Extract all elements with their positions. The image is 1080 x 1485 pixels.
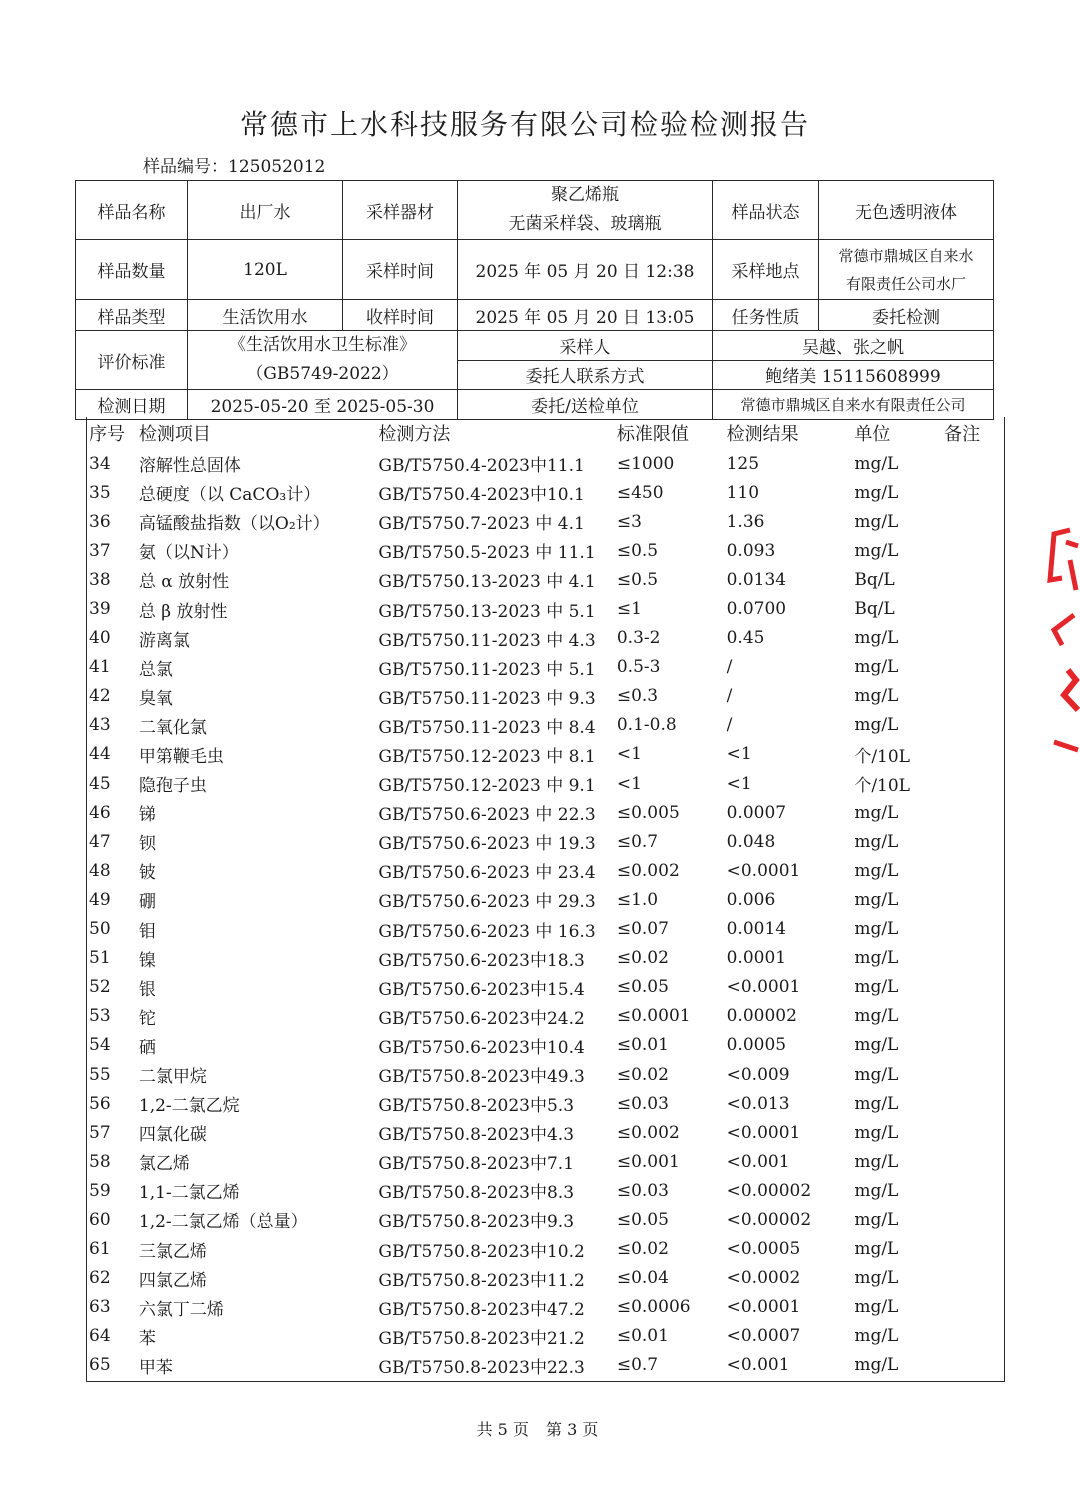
current-page: 第 3 页 xyxy=(546,1420,599,1439)
cell-item: 银 xyxy=(138,979,156,1000)
cell-result: 1.36 xyxy=(726,511,765,532)
table-row xyxy=(87,536,1004,565)
header-method: 检测方法 xyxy=(378,424,451,445)
cell-method: GB/T5750.11-2023 中 8.4 xyxy=(378,717,596,738)
cell-item: 钼 xyxy=(138,921,156,942)
cell-method: GB/T5750.6-2023 中 22.3 xyxy=(378,805,596,826)
cell-result: <1 xyxy=(726,773,752,794)
cell-limit: ≤0.02 xyxy=(616,1064,669,1085)
cell-unit: mg/L xyxy=(854,1268,899,1289)
table-row xyxy=(87,565,1004,594)
cell-item: 苯 xyxy=(138,1328,156,1349)
equipment-line-2: 无菌采样袋、玻璃瓶 xyxy=(508,214,662,234)
cell-unit: mg/L xyxy=(854,860,899,881)
cell-item: 四氯化碳 xyxy=(138,1125,207,1146)
cell-no: 42 xyxy=(89,686,111,707)
cell-no: 57 xyxy=(89,1122,111,1143)
cell-unit: mg/L xyxy=(854,482,899,503)
results-table xyxy=(86,417,1005,1382)
table-row xyxy=(87,1176,1004,1205)
cell-limit: ≤0.001 xyxy=(616,1151,680,1172)
site-label: 采样地点 xyxy=(713,240,819,300)
cell-no: 55 xyxy=(89,1064,111,1085)
cell-limit: ≤0.002 xyxy=(616,1122,680,1143)
page-footer xyxy=(0,1417,1075,1440)
table-row xyxy=(87,1351,1004,1380)
cell-unit: mg/L xyxy=(854,1006,899,1027)
table-row xyxy=(87,711,1004,740)
cell-item: 钡 xyxy=(138,834,156,855)
cell-method: GB/T5750.8-2023中49.3 xyxy=(378,1067,585,1088)
sample-name-label: 样品名称 xyxy=(76,181,188,240)
header-note: 备注 xyxy=(944,424,981,445)
table-row xyxy=(87,507,1004,536)
red-stamp-fragment xyxy=(1040,520,1080,760)
cell-no: 38 xyxy=(89,569,111,590)
sampler-label: 采样人 xyxy=(458,331,713,361)
cell-no: 45 xyxy=(89,773,111,794)
cell-limit: <1 xyxy=(616,744,642,765)
contact-label: 委托人联系方式 xyxy=(458,360,713,390)
cell-no: 56 xyxy=(89,1093,111,1114)
cell-limit: ≤0.02 xyxy=(616,1239,669,1260)
cell-item: 游离氯 xyxy=(138,630,190,651)
state-value: 无色透明液体 xyxy=(819,181,994,240)
table-row xyxy=(87,594,1004,623)
date-value: 2025-05-20 至 2025-05-30 xyxy=(188,390,458,420)
cell-unit: mg/L xyxy=(854,919,899,940)
cell-result: 0.0134 xyxy=(726,569,787,590)
total-pages: 共 5 页 xyxy=(476,1420,529,1439)
standard-label: 评价标准 xyxy=(76,331,188,390)
cell-limit: 0.1-0.8 xyxy=(616,715,677,736)
header-no: 序号 xyxy=(89,424,125,445)
table-row xyxy=(87,624,1004,653)
cell-no: 34 xyxy=(89,453,111,474)
cell-method: GB/T5750.6-2023中15.4 xyxy=(378,979,585,1000)
cell-method: GB/T5750.8-2023中22.3 xyxy=(378,1357,585,1378)
cell-no: 50 xyxy=(89,919,111,940)
cell-unit: mg/L xyxy=(854,511,899,532)
equipment-line-1: 聚乙烯瓶 xyxy=(551,185,619,205)
cell-limit: ≤0.7 xyxy=(616,831,659,852)
cell-result: <0.00002 xyxy=(726,1180,812,1201)
cell-unit: mg/L xyxy=(854,1093,899,1114)
cell-no: 49 xyxy=(89,889,111,910)
table-row xyxy=(87,740,1004,769)
cell-item: 铊 xyxy=(138,1008,156,1029)
header-unit: 单位 xyxy=(854,424,891,445)
cell-limit: ≤0.0006 xyxy=(616,1297,691,1318)
cell-no: 62 xyxy=(89,1268,111,1289)
cell-method: GB/T5750.6-2023 中 19.3 xyxy=(378,834,596,855)
cell-item: 臭氧 xyxy=(138,688,173,709)
cell-method: GB/T5750.7-2023 中 4.1 xyxy=(378,514,585,535)
receive-time-label: 收样时间 xyxy=(343,300,458,331)
cell-item: 1,1-二氯乙烯 xyxy=(138,1183,240,1204)
sampling-time-value: 2025 年 05 月 20 日 12:38 xyxy=(458,240,713,300)
cell-result: <1 xyxy=(726,744,752,765)
cell-item: 溶解性总固体 xyxy=(138,456,241,477)
cell-method: GB/T5750.11-2023 中 9.3 xyxy=(378,688,596,709)
table-row xyxy=(87,856,1004,885)
cell-result: 0.0700 xyxy=(726,599,787,620)
cell-method: GB/T5750.13-2023 中 5.1 xyxy=(378,601,596,622)
table-row xyxy=(87,1060,1004,1089)
cell-unit: mg/L xyxy=(854,628,899,649)
header-limit: 标准限值 xyxy=(616,424,689,445)
sample-number: 样品编号：125052012 xyxy=(143,157,326,177)
type-value: 生活饮用水 xyxy=(188,300,343,331)
cell-method: GB/T5750.8-2023中10.2 xyxy=(378,1241,585,1262)
cell-item: 锑 xyxy=(138,805,156,826)
cell-limit: ≤450 xyxy=(616,482,664,503)
cell-unit: Bq/L xyxy=(854,599,895,620)
cell-method: GB/T5750.8-2023中7.1 xyxy=(378,1154,575,1175)
cell-item: 总氯 xyxy=(138,659,173,680)
cell-no: 43 xyxy=(89,715,111,736)
cell-result: <0.0001 xyxy=(726,977,801,998)
cell-method: GB/T5750.6-2023中24.2 xyxy=(378,1008,585,1029)
cell-result: 125 xyxy=(726,453,760,474)
cell-method: GB/T5750.8-2023中9.3 xyxy=(378,1212,575,1233)
cell-no: 39 xyxy=(89,599,111,620)
table-row xyxy=(87,1031,1004,1060)
cell-method: GB/T5750.12-2023 中 8.1 xyxy=(378,746,596,767)
cell-unit: mg/L xyxy=(854,1180,899,1201)
cell-method: GB/T5750.6-2023中10.4 xyxy=(378,1037,585,1058)
cell-result: <0.0001 xyxy=(726,1122,801,1143)
cell-item: 氯乙烯 xyxy=(138,1154,190,1175)
cell-method: GB/T5750.4-2023中10.1 xyxy=(378,485,585,506)
cell-result: 0.0007 xyxy=(726,802,787,823)
site-line-1: 常德市鼎城区自来水 xyxy=(838,246,974,265)
cell-unit: mg/L xyxy=(854,977,899,998)
cell-limit: ≤0.01 xyxy=(616,1035,669,1056)
cell-no: 60 xyxy=(89,1209,111,1230)
table-row xyxy=(87,1322,1004,1351)
cell-limit: ≤1000 xyxy=(616,453,675,474)
cell-method: GB/T5750.11-2023 中 5.1 xyxy=(378,659,596,680)
cell-limit: <1 xyxy=(616,773,642,794)
results-body xyxy=(87,449,1004,1380)
equipment-label: 采样器材 xyxy=(343,181,458,240)
cell-unit: mg/L xyxy=(854,540,899,561)
standard-line-2: （GB5749-2022） xyxy=(246,364,399,384)
cell-result: <0.009 xyxy=(726,1064,790,1085)
cell-method: GB/T5750.6-2023 中 23.4 xyxy=(378,863,596,884)
table-row xyxy=(87,1089,1004,1118)
cell-result: 0.006 xyxy=(726,889,776,910)
cell-unit: 个/10L xyxy=(854,746,910,767)
cell-no: 48 xyxy=(89,860,111,881)
cell-limit: ≤0.7 xyxy=(616,1355,659,1376)
cell-unit: Bq/L xyxy=(854,569,895,590)
equipment-value xyxy=(458,181,713,240)
cell-limit: ≤0.05 xyxy=(616,977,669,998)
cell-item: 硼 xyxy=(138,892,156,913)
cell-limit: ≤3 xyxy=(616,511,642,532)
cell-unit: mg/L xyxy=(854,1151,899,1172)
sampler-value: 吴越、张之帆 xyxy=(713,331,994,361)
cell-item: 1,2-二氯乙烯（总量） xyxy=(138,1212,308,1233)
cell-method: GB/T5750.8-2023中5.3 xyxy=(378,1096,575,1117)
cell-item: 总 α 放射性 xyxy=(138,572,230,593)
cell-unit: mg/L xyxy=(854,802,899,823)
cell-method: GB/T5750.5-2023 中 11.1 xyxy=(378,543,596,564)
table-row xyxy=(87,973,1004,1002)
cell-unit: mg/L xyxy=(854,1355,899,1376)
cell-method: GB/T5750.13-2023 中 4.1 xyxy=(378,572,596,593)
cell-limit: 0.5-3 xyxy=(616,657,661,678)
cell-limit: ≤0.05 xyxy=(616,1209,669,1230)
sampling-time-label: 采样时间 xyxy=(343,240,458,300)
cell-result: 0.0014 xyxy=(726,919,787,940)
cell-no: 46 xyxy=(89,802,111,823)
cell-method: GB/T5750.11-2023 中 4.3 xyxy=(378,630,596,651)
standard-line-1: 《生活饮用水卫生标准》 xyxy=(229,335,416,355)
cell-no: 37 xyxy=(89,540,111,561)
cell-no: 61 xyxy=(89,1239,111,1260)
cell-unit: mg/L xyxy=(854,948,899,969)
cell-item: 镍 xyxy=(138,950,156,971)
cell-result: 0.048 xyxy=(726,831,776,852)
cell-item: 二氧化氯 xyxy=(138,717,207,738)
cell-no: 65 xyxy=(89,1355,111,1376)
cell-result: <0.013 xyxy=(726,1093,790,1114)
cell-result: <0.001 xyxy=(726,1355,790,1376)
cell-item: 1,2-二氯乙烷 xyxy=(138,1096,240,1117)
cell-no: 47 xyxy=(89,831,111,852)
cell-result: 0.0005 xyxy=(726,1035,787,1056)
cell-limit: ≤0.07 xyxy=(616,919,669,940)
cell-item: 四氯乙烯 xyxy=(138,1270,207,1291)
table-row xyxy=(87,1205,1004,1234)
table-row xyxy=(87,1264,1004,1293)
cell-unit: mg/L xyxy=(854,889,899,910)
table-row xyxy=(87,1002,1004,1031)
task-value: 委托检测 xyxy=(819,300,994,331)
cell-item: 甲苯 xyxy=(138,1357,173,1378)
unit-value: 常德市鼎城区自来水有限责任公司 xyxy=(713,390,994,420)
table-row xyxy=(87,682,1004,711)
site-value xyxy=(819,240,994,300)
cell-limit: ≤0.5 xyxy=(616,569,659,590)
cell-unit: 个/10L xyxy=(854,776,910,797)
cell-unit: mg/L xyxy=(854,1122,899,1143)
cell-result: 0.00002 xyxy=(726,1006,797,1027)
header-item: 检测项目 xyxy=(138,424,211,445)
header-result: 检测结果 xyxy=(726,424,799,445)
cell-result: / xyxy=(726,657,733,678)
cell-result: / xyxy=(726,686,733,707)
cell-item: 二氯甲烷 xyxy=(138,1067,207,1088)
contact-value: 鲍绪美 15115608999 xyxy=(713,360,994,390)
cell-item: 氨（以N计） xyxy=(138,543,239,564)
cell-no: 52 xyxy=(89,977,111,998)
cell-item: 硒 xyxy=(138,1037,156,1058)
cell-no: 53 xyxy=(89,1006,111,1027)
cell-method: GB/T5750.6-2023 中 16.3 xyxy=(378,921,596,942)
cell-item: 三氯乙烯 xyxy=(138,1241,207,1262)
table-row xyxy=(87,1235,1004,1264)
cell-unit: mg/L xyxy=(854,831,899,852)
type-label: 样品类型 xyxy=(76,300,188,331)
cell-result: <0.00002 xyxy=(726,1209,812,1230)
cell-item: 总 β 放射性 xyxy=(138,601,228,622)
cell-unit: mg/L xyxy=(854,1326,899,1347)
cell-no: 40 xyxy=(89,628,111,649)
cell-limit: ≤1.0 xyxy=(616,889,659,910)
cell-no: 58 xyxy=(89,1151,111,1172)
cell-method: GB/T5750.8-2023中4.3 xyxy=(378,1125,575,1146)
cell-method: GB/T5750.8-2023中11.2 xyxy=(378,1270,585,1291)
cell-unit: mg/L xyxy=(854,657,899,678)
table-row xyxy=(87,944,1004,973)
cell-unit: mg/L xyxy=(854,715,899,736)
table-row xyxy=(87,827,1004,856)
cell-result: <0.0001 xyxy=(726,1297,801,1318)
cell-result: <0.0007 xyxy=(726,1326,801,1347)
cell-unit: mg/L xyxy=(854,1239,899,1260)
cell-method: GB/T5750.12-2023 中 9.1 xyxy=(378,776,596,797)
cell-limit: 0.3-2 xyxy=(616,628,661,649)
state-label: 样品状态 xyxy=(713,181,819,240)
cell-unit: mg/L xyxy=(854,1297,899,1318)
results-header-row xyxy=(87,417,1004,449)
qty-value: 120L xyxy=(188,240,343,300)
cell-result: / xyxy=(726,715,733,736)
cell-item: 隐孢子虫 xyxy=(138,776,207,797)
cell-limit: ≤0.3 xyxy=(616,686,659,707)
table-row xyxy=(87,478,1004,507)
cell-method: GB/T5750.4-2023中11.1 xyxy=(378,456,585,477)
date-label: 检测日期 xyxy=(76,390,188,420)
cell-item: 总硬度（以 CaCO₃计） xyxy=(138,485,321,506)
cell-limit: ≤1 xyxy=(616,599,642,620)
table-row xyxy=(87,449,1004,478)
task-label: 任务性质 xyxy=(713,300,819,331)
cell-no: 41 xyxy=(89,657,111,678)
cell-result: <0.0002 xyxy=(726,1268,801,1289)
cell-limit: ≤0.03 xyxy=(616,1093,669,1114)
table-row xyxy=(87,653,1004,682)
cell-method: GB/T5750.8-2023中21.2 xyxy=(378,1328,585,1349)
cell-no: 59 xyxy=(89,1180,111,1201)
cell-result: <0.0001 xyxy=(726,860,801,881)
cell-no: 63 xyxy=(89,1297,111,1318)
table-row xyxy=(87,1147,1004,1176)
cell-item: 铍 xyxy=(138,863,156,884)
cell-no: 35 xyxy=(89,482,111,503)
cell-item: 六氯丁二烯 xyxy=(138,1299,224,1320)
site-line-2: 有限责任公司水厂 xyxy=(845,274,966,293)
cell-unit: mg/L xyxy=(854,453,899,474)
cell-no: 54 xyxy=(89,1035,111,1056)
cell-limit: ≤0.005 xyxy=(616,802,680,823)
cell-limit: ≤0.5 xyxy=(616,540,659,561)
cell-method: GB/T5750.8-2023中47.2 xyxy=(378,1299,585,1320)
cell-limit: ≤0.04 xyxy=(616,1268,669,1289)
table-row xyxy=(87,769,1004,798)
unit-label: 委托/送检单位 xyxy=(458,390,713,420)
qty-label: 样品数量 xyxy=(76,240,188,300)
cell-result: <0.0005 xyxy=(726,1239,801,1260)
table-row xyxy=(87,1118,1004,1147)
cell-unit: mg/L xyxy=(854,1209,899,1230)
cell-unit: mg/L xyxy=(854,686,899,707)
cell-limit: ≤0.01 xyxy=(616,1326,669,1347)
cell-limit: ≤0.002 xyxy=(616,860,680,881)
cell-method: GB/T5750.6-2023中18.3 xyxy=(378,950,585,971)
table-row xyxy=(87,885,1004,914)
sample-name-value: 出厂水 xyxy=(188,181,343,240)
cell-limit: ≤0.0001 xyxy=(616,1006,691,1027)
cell-no: 36 xyxy=(89,511,111,532)
cell-method: GB/T5750.8-2023中8.3 xyxy=(378,1183,575,1204)
cell-no: 44 xyxy=(89,744,111,765)
cell-item: 甲第鞭毛虫 xyxy=(138,746,224,767)
cell-method: GB/T5750.6-2023 中 29.3 xyxy=(378,892,596,913)
cell-limit: ≤0.03 xyxy=(616,1180,669,1201)
table-row xyxy=(87,798,1004,827)
standard-value xyxy=(188,331,458,390)
table-row xyxy=(87,1293,1004,1322)
cell-item: 高锰酸盐指数（以O₂计） xyxy=(138,514,330,535)
cell-no: 51 xyxy=(89,948,111,969)
cell-result: 0.093 xyxy=(726,540,776,561)
cell-unit: mg/L xyxy=(854,1064,899,1085)
table-row xyxy=(87,915,1004,944)
cell-unit: mg/L xyxy=(854,1035,899,1056)
cell-result: 0.45 xyxy=(726,628,765,649)
cell-limit: ≤0.02 xyxy=(616,948,669,969)
report-title: 常德市上水科技服务有限公司检验检测报告 xyxy=(239,108,810,141)
cell-no: 64 xyxy=(89,1326,111,1347)
cell-result: <0.001 xyxy=(726,1151,790,1172)
receive-time-value: 2025 年 05 月 20 日 13:05 xyxy=(458,300,713,331)
cell-result: 110 xyxy=(726,482,760,503)
cell-result: 0.0001 xyxy=(726,948,787,969)
sample-info-table xyxy=(75,180,994,420)
